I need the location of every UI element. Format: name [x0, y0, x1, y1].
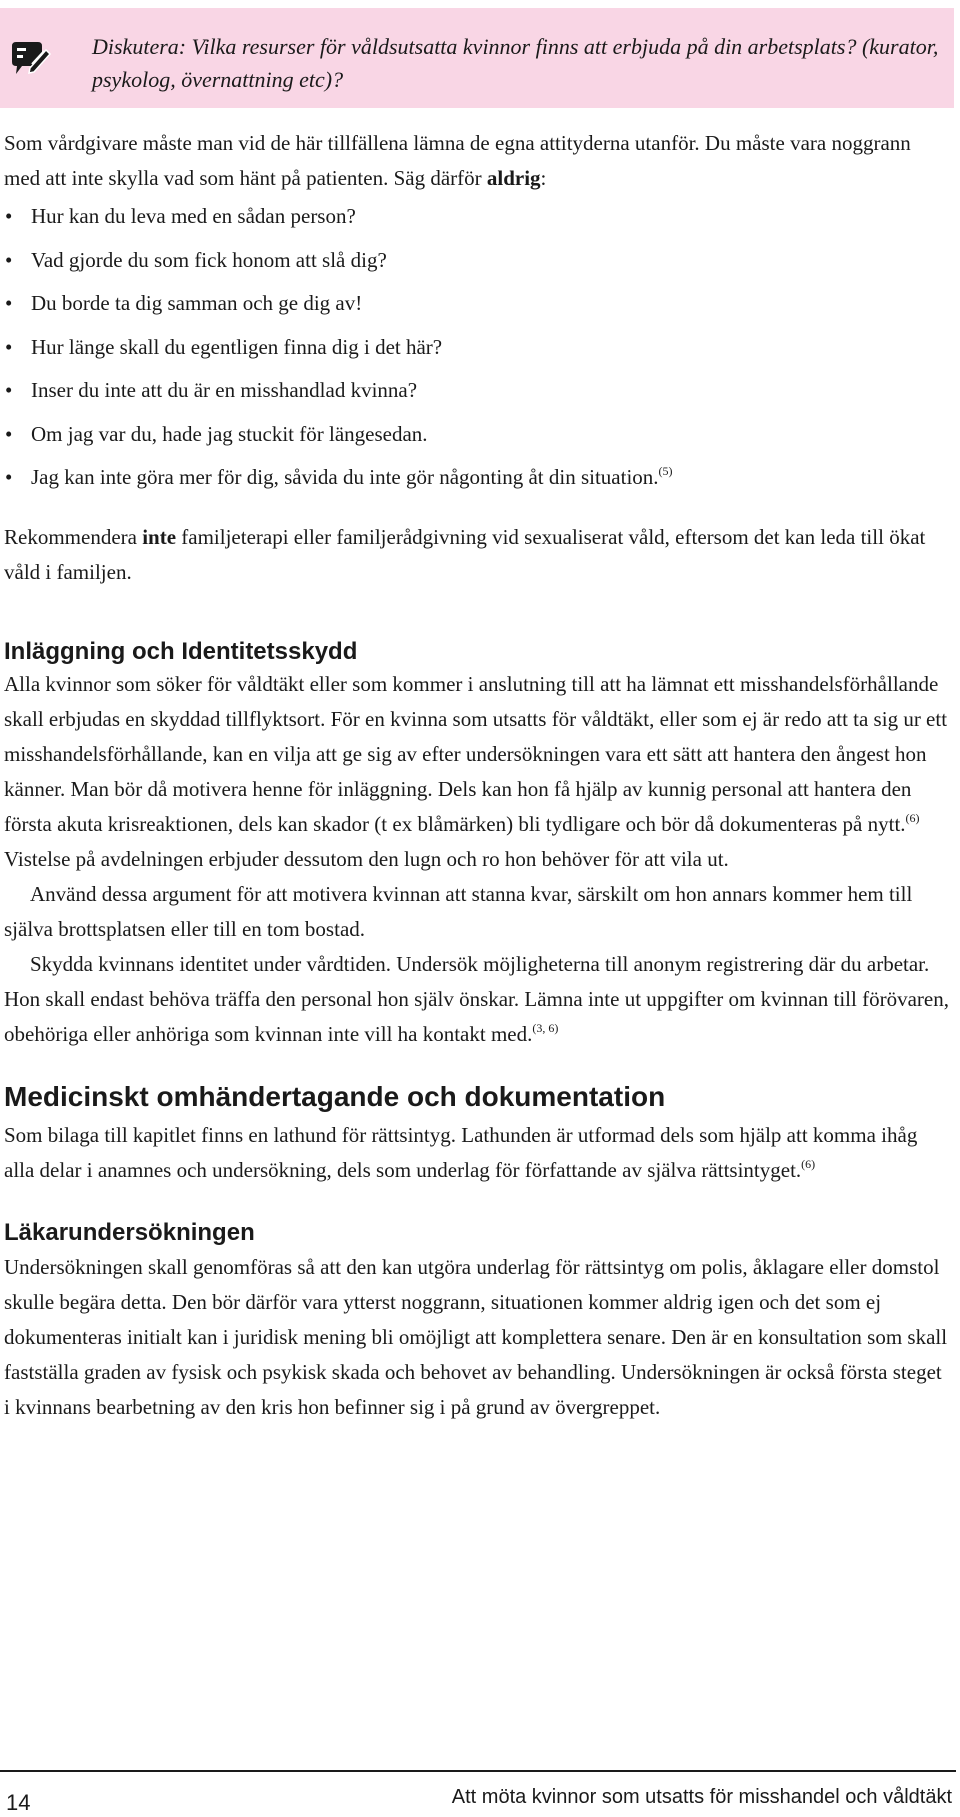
discussion-question: Diskutera: Vilka resurser för våldsutsatta kvinnor finns att erbjuda på din arbetsplats? (kurator, psykolog, övernattning etc)? — [92, 34, 939, 92]
section-heading-medical: Medicinskt omhändertagande och dokumentation — [4, 1080, 666, 1112]
list-item: • Hur kan du leva med en sådan person? — [5, 204, 356, 228]
list-item: • Om jag var du, hade jag stuckit för längesedan. — [5, 421, 428, 446]
reference-marker: (6) — [801, 1156, 816, 1171]
reference-marker: (5) — [658, 464, 673, 478]
section-heading-admission: Inläggning och Identitetsskydd — [4, 637, 358, 665]
section-heading-exam: Läkarundersökningen — [4, 1218, 255, 1246]
list-item: • Du borde ta dig samman och ge dig av! — [5, 291, 363, 315]
bullet-list — [4, 195, 952, 500]
list-item: • Jag kan inte göra mer för dig, såvida du inte gör någonting åt din situation.$^{(5)}$ — [5, 464, 673, 489]
list-item: • Vad gjorde du som fick honom att slå dig? — [5, 247, 387, 272]
admission-paragraph-2: Använd dessa argument för att motivera kvinnan att stanna kvar, särskilt om hon annars kommer hem till själva brottsplatsen eller till en tom bostad. — [4, 881, 913, 941]
page-number: 14 — [6, 1790, 31, 1815]
medical-paragraph: Som bilaga till kapitlet finns en lathund för rättsintyg. Lathunden är utformad dels som hjälp att komma ihåg alla delar i anamnes och undersökning, dels som underlag för författande av själva rättsintyget.$^{(6)}$ — [4, 1122, 918, 1182]
discussion-box — [0, 8, 954, 108]
running-title: Att möta kvinnor som utsatts för misshandel och våldtäkt — [451, 1786, 952, 1808]
recommend-paragraph: Rekommendera inte familjeterapi eller familjerådgivning vid sexualiserat våld, eftersom det kan leda till ökat våld i familjen. — [4, 524, 926, 584]
emphasis-aldrig: aldrig — [486, 166, 541, 190]
admission-paragraph-1: Alla kvinnor som söker för våldtäkt eller som kommer i anslutning till att ha lämnat ett misshandelsförhållande skall erbjudas en skyddad tillflyktsort. För en kvinna som utsatts för våldtäkt, eller som ej är redo att ta sig ur ett misshandelsförhållande, kan en vilja att ge sig av efter undersökningen vara ett sätt att hantera den ångest hon känner. Man bör då motivera henne för inläggning. Dels kan hon få hjälp av kunnig personal att hantera den första akuta krisreaktionen, dels kan skador (t ex blåmärken) bli tydligare och bör då dokumenteras på nytt.$^{(6)}$ Vistelse på avdelningen erbjuder dessutom den lugn och ro hon behöver för att vila ut. — [4, 671, 948, 871]
exam-paragraph: Undersökningen skall genomföras så att den kan utgöra underlag för rättsintyg om polis, åklagare eller domstol skulle begära detta. Den bör därför vara ytterst noggrann, situationen kommer aldrig igen och det som ej dokumenteras initialt kan i juridisk mening bli omöjligt att komplettera senare. Den är en konsultation som skall fastställa graden av fysisk och psykisk skada och behovet av behandling. Undersökningen är också första steget i kvinnans bearbetning av den kris hon befinner sig i på grund av övergreppet. — [4, 1254, 948, 1419]
list-item: • Inser du inte att du är en misshandlad kvinna? — [5, 378, 418, 402]
main-content — [4, 126, 952, 1425]
admission-paragraph-3: Skydda kvinnans identitet under vårdtiden. Undersök möjligheterna till anonym registrering där du arbetar. Hon skall endast behöva träffa den personal hon själv önskar. Lämna inte ut uppgifter om kvinnan till förövaren, obehöriga eller anhöriga som kvinnan inte vill ha kontakt med.$^{(3, 6)}$ — [4, 951, 949, 1046]
intro-paragraph: Som vårdgivare måste man vid de här tillfällena lämna de egna attityderna utanför. Du måste vara noggrann med att inte skylla vad som hänt på patienten. Säg därför aldrig: — [4, 131, 911, 190]
speech-bubble-pencil-icon — [8, 38, 52, 82]
list-item: • Hur länge skall du egentligen finna dig i det här? — [5, 334, 443, 359]
reference-marker: (3, 6) — [532, 1020, 559, 1035]
footer-divider — [0, 1770, 956, 1772]
emphasis-inte: inte — [142, 524, 177, 549]
reference-marker: (6) — [905, 810, 920, 825]
